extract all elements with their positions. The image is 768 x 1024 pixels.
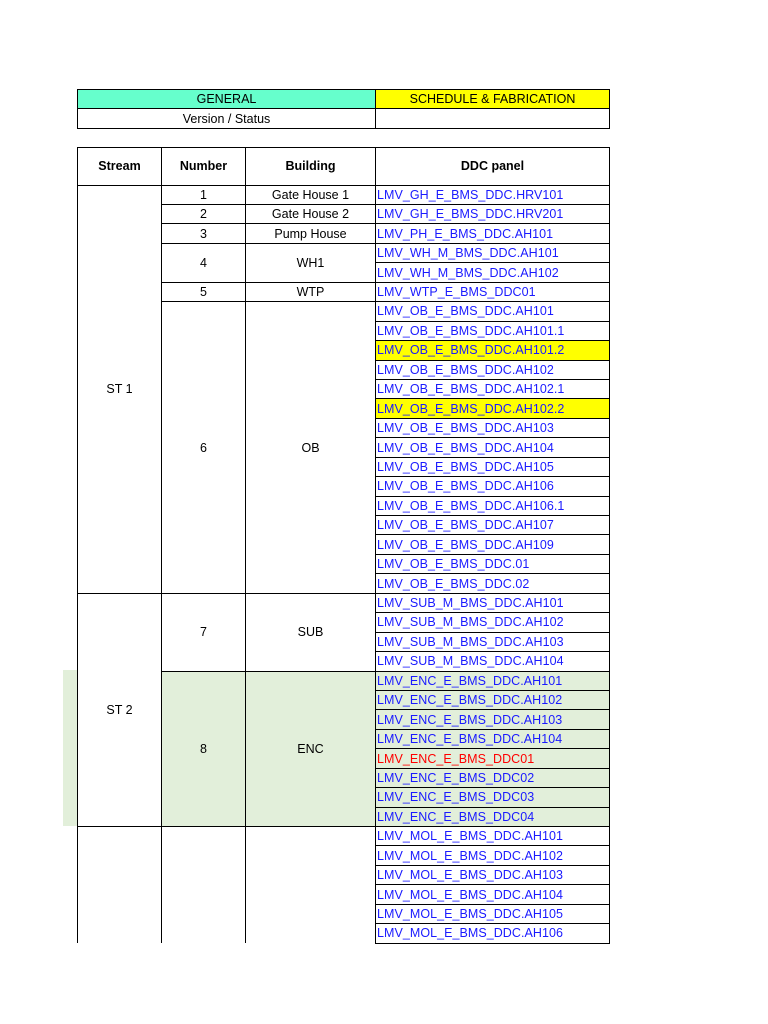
ddc-panel-cell[interactable]: LMV_OB_E_BMS_DDC.AH105 bbox=[376, 457, 610, 476]
ddc-panel-cell[interactable]: LMV_SUB_M_BMS_DDC.AH102 bbox=[376, 613, 610, 632]
ddc-panel-cell[interactable]: LMV_PH_E_BMS_DDC.AH101 bbox=[376, 224, 610, 243]
table-row bbox=[78, 593, 610, 612]
ddc-panel-cell[interactable]: LMV_OB_E_BMS_DDC.AH101.1 bbox=[376, 321, 610, 340]
general-header: GENERAL bbox=[78, 90, 376, 109]
ddc-panel-cell[interactable]: LMV_OB_E_BMS_DDC.01 bbox=[376, 554, 610, 573]
ddc-panel-cell[interactable]: LMV_OB_E_BMS_DDC.AH103 bbox=[376, 418, 610, 437]
ddc-panel-cell[interactable]: LMV_OB_E_BMS_DDC.AH104 bbox=[376, 438, 610, 457]
building-cell: Gate House 1 bbox=[246, 185, 376, 204]
number-cell: 3 bbox=[162, 224, 246, 243]
column-header-building: Building bbox=[246, 148, 376, 186]
ddc-panel-cell[interactable]: LMV_MOL_E_BMS_DDC.AH106 bbox=[376, 924, 610, 943]
ddc-panel-cell[interactable]: LMV_OB_E_BMS_DDC.AH102.1 bbox=[376, 379, 610, 398]
ddc-panel-cell[interactable]: LMV_ENC_E_BMS_DDC.AH103 bbox=[376, 710, 610, 729]
ddc-panel-cell[interactable]: LMV_ENC_E_BMS_DDC03 bbox=[376, 788, 610, 807]
ddc-panel-cell[interactable]: LMV_WH_M_BMS_DDC.AH101 bbox=[376, 243, 610, 262]
version-status-value[interactable] bbox=[376, 109, 610, 128]
building-cell: Gate House 2 bbox=[246, 205, 376, 224]
table-row bbox=[78, 827, 610, 846]
ddc-panel-cell[interactable]: LMV_OB_E_BMS_DDC.02 bbox=[376, 574, 610, 593]
number-cell: 4 bbox=[162, 243, 246, 282]
number-cell: 2 bbox=[162, 205, 246, 224]
ddc-panel-cell[interactable]: LMV_ENC_E_BMS_DDC04 bbox=[376, 807, 610, 826]
number-cell: 8 bbox=[162, 671, 246, 827]
version-status-label: Version / Status bbox=[78, 109, 376, 128]
ddc-panel-cell[interactable]: LMV_SUB_M_BMS_DDC.AH103 bbox=[376, 632, 610, 651]
building-cell: WTP bbox=[246, 282, 376, 301]
number-cell: 1 bbox=[162, 185, 246, 204]
column-header-stream: Stream bbox=[78, 148, 162, 186]
number-cell: 6 bbox=[162, 302, 246, 594]
number-cell: 7 bbox=[162, 593, 246, 671]
ddc-panel-cell[interactable]: LMV_GH_E_BMS_DDC.HRV101 bbox=[376, 185, 610, 204]
ddc-panel-cell[interactable]: LMV_MOL_E_BMS_DDC.AH101 bbox=[376, 827, 610, 846]
table-header-row bbox=[78, 148, 610, 186]
general-header-table bbox=[77, 89, 610, 129]
building-cell: ENC bbox=[246, 671, 376, 827]
building-cell: OB bbox=[246, 302, 376, 594]
stream-cell bbox=[78, 827, 162, 944]
column-header-number: Number bbox=[162, 148, 246, 186]
ddc-panel-cell[interactable]: LMV_WTP_E_BMS_DDC01 bbox=[376, 282, 610, 301]
ddc-panel-table bbox=[77, 147, 610, 944]
ddc-panel-cell[interactable]: LMV_OB_E_BMS_DDC.AH106.1 bbox=[376, 496, 610, 515]
building-cell: WH1 bbox=[246, 243, 376, 282]
building-cell: SUB bbox=[246, 593, 376, 671]
ddc-panel-cell[interactable]: LMV_ENC_E_BMS_DDC.AH104 bbox=[376, 729, 610, 748]
ddc-panel-cell[interactable]: LMV_ENC_E_BMS_DDC02 bbox=[376, 768, 610, 787]
ddc-panel-cell[interactable]: LMV_OB_E_BMS_DDC.AH109 bbox=[376, 535, 610, 554]
ddc-panel-cell[interactable]: LMV_MOL_E_BMS_DDC.AH103 bbox=[376, 865, 610, 884]
table-row bbox=[78, 185, 610, 204]
ddc-panel-cell[interactable]: LMV_WH_M_BMS_DDC.AH102 bbox=[376, 263, 610, 282]
ddc-panel-cell[interactable]: LMV_OB_E_BMS_DDC.AH107 bbox=[376, 516, 610, 535]
ddc-panel-cell[interactable]: LMV_OB_E_BMS_DDC.AH101 bbox=[376, 302, 610, 321]
ddc-panel-cell[interactable]: LMV_MOL_E_BMS_DDC.AH104 bbox=[376, 885, 610, 904]
ddc-panel-cell-highlighted[interactable]: LMV_OB_E_BMS_DDC.AH101.2 bbox=[376, 341, 610, 360]
enc-side-strip bbox=[63, 670, 77, 826]
ddc-panel-cell[interactable]: LMV_ENC_E_BMS_DDC.AH102 bbox=[376, 690, 610, 709]
schedule-fabrication-header: SCHEDULE & FABRICATION bbox=[376, 90, 610, 109]
stream-cell: ST 1 bbox=[78, 185, 162, 593]
number-cell: 5 bbox=[162, 282, 246, 301]
stream-cell: ST 2 bbox=[78, 593, 162, 826]
building-cell: Pump House bbox=[246, 224, 376, 243]
ddc-panel-cell[interactable]: LMV_OB_E_BMS_DDC.AH106 bbox=[376, 477, 610, 496]
ddc-panel-cell[interactable]: LMV_SUB_M_BMS_DDC.AH101 bbox=[376, 593, 610, 612]
ddc-panel-cell-highlighted[interactable]: LMV_OB_E_BMS_DDC.AH102.2 bbox=[376, 399, 610, 418]
ddc-panel-cell[interactable]: LMV_ENC_E_BMS_DDC.AH101 bbox=[376, 671, 610, 690]
ddc-panel-cell[interactable]: LMV_MOL_E_BMS_DDC.AH102 bbox=[376, 846, 610, 865]
ddc-panel-cell-error[interactable]: LMV_ENC_E_BMS_DDC01 bbox=[376, 749, 610, 768]
ddc-panel-cell[interactable]: LMV_OB_E_BMS_DDC.AH102 bbox=[376, 360, 610, 379]
ddc-panel-cell[interactable]: LMV_GH_E_BMS_DDC.HRV201 bbox=[376, 205, 610, 224]
ddc-panel-cell[interactable]: LMV_MOL_E_BMS_DDC.AH105 bbox=[376, 904, 610, 923]
number-cell bbox=[162, 827, 246, 944]
ddc-panel-cell[interactable]: LMV_SUB_M_BMS_DDC.AH104 bbox=[376, 652, 610, 671]
column-header-ddc-panel: DDC panel bbox=[376, 148, 610, 186]
building-cell bbox=[246, 827, 376, 944]
